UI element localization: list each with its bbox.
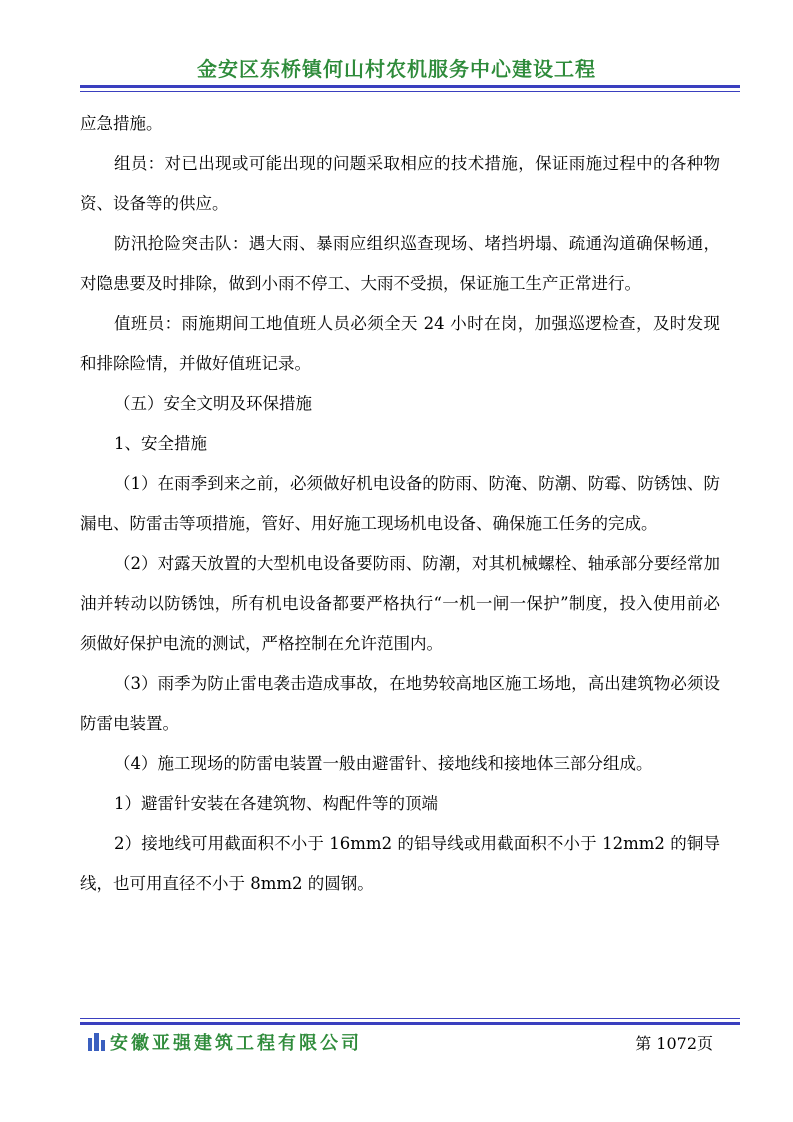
paragraph: 防汛抢险突击队：遇大雨、暴雨应组织巡查现场、堵挡坍塌、疏通沟道确保畅通，对隐患要及时排除，做到小雨不停工、大雨不受损，保证施工生产正常进行。 [80,234,720,293]
document-body [80,104,720,904]
paragraph: （2）对露天放置的大型机电设备要防雨、防潮，对其机械螺栓、轴承部分要经常加油并转动以防锈蚀，所有机电设备都要严格执行“一机一闸一保护”制度，投入使用前必须做好保护电流的测试，严格控制在允许范围内。 [80,554,720,653]
paragraph: 1、安全措施 [114,434,207,453]
paragraph: （五）安全文明及环保措施 [114,394,312,413]
page-title: 金安区东桥镇何山村农机服务中心建设工程 [197,57,596,81]
paragraph: 组员：对已出现或可能出现的问题采取相应的技术措施，保证雨施过程中的各种物资、设备等的供应。 [80,154,720,213]
footer-rule-thick [80,1022,740,1025]
footer-rule-thin [80,1018,740,1019]
paragraph: 应急措施。 [80,114,163,133]
building-logo-icon [86,1030,108,1052]
paragraph: 值班员：雨施期间工地值班人员必须全天 24 小时在岗，加强巡逻检查，及时发现和排除险情，并做好值班记录。 [80,314,720,373]
paragraph: （4）施工现场的防雷电装置一般由避雷针、接地线和接地体三部分组成。 [114,754,653,773]
page-number: 第 1072页 [635,1034,713,1053]
paragraph: 1）避雷针安装在各建筑物、构配件等的顶端 [114,794,438,813]
paragraph: （1）在雨季到来之前，必须做好机电设备的防雨、防淹、防潮、防霉、防锈蚀、防漏电、防雷击等项措施，管好、用好施工现场机电设备、确保施工任务的完成。 [80,474,720,533]
header-rule-thin [80,91,740,92]
paragraph: 2）接地线可用截面积不小于 16mm2 的铝导线或用截面积不小于 12mm2 的铜导线，也可用直径不小于 8mm2 的圆钢。 [80,834,720,893]
paragraph: （3）雨季为防止雷电袭击造成事故，在地势较高地区施工场地，高出建筑物必须设防雷电装置。 [80,674,720,733]
header-rule-thick [80,85,740,88]
company-name: 安徽亚强建筑工程有限公司 [110,1033,362,1054]
